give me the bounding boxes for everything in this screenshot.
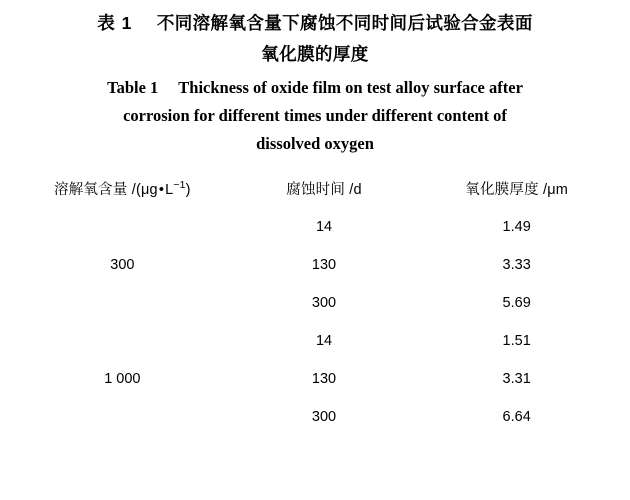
document-page — [0, 8, 630, 500]
table-body — [14, 208, 616, 436]
caption-chinese-line-1 — [14, 8, 616, 39]
caption-english-line-2: corrosion for different times under different content of — [123, 106, 507, 125]
column-header-oxygen-close: ) — [185, 181, 191, 198]
cell-film-thickness: 5.69 — [502, 295, 531, 311]
cell-film-thickness: 6.64 — [502, 409, 531, 425]
caption-english-text-1: Thickness of oxide film on test alloy surface after — [178, 78, 523, 97]
cell-corrosion-time: 130 — [311, 257, 337, 273]
cell-corrosion-time: 300 — [311, 295, 337, 311]
column-header-oxygen-main: 溶解氧含量 /(μg — [54, 181, 158, 198]
caption-chinese-text-1: 不同溶解氧含量下腐蚀不同时间后试验合金表面 — [156, 13, 533, 33]
cell-corrosion-time: 300 — [311, 409, 337, 425]
caption-chinese-label: 表 1 — [97, 13, 133, 33]
table-header — [14, 168, 616, 208]
column-header-oxygen-content: 溶解氧含量 $/(\mu g•L^{-1})$ — [54, 179, 191, 198]
cell-corrosion-time: 14 — [315, 333, 333, 349]
cell-oxygen-content: 300 — [110, 257, 135, 273]
cell-oxygen-content: 1 000 — [104, 371, 141, 387]
column-header-corrosion-time: 腐蚀时间 /d — [286, 181, 362, 198]
cell-corrosion-time: 14 — [315, 219, 333, 235]
caption-english-line-1 — [32, 74, 598, 102]
caption-english-line-3: dissolved oxygen — [256, 134, 374, 153]
caption-english-label: Table 1 — [107, 78, 159, 97]
cell-corrosion-time: 130 — [311, 371, 337, 387]
column-header-film-thickness: 氧化膜厚度 /μm — [465, 181, 569, 198]
caption-chinese-line-2: 氧化膜的厚度 — [261, 44, 369, 64]
cell-film-thickness: 3.33 — [502, 257, 531, 273]
table-row — [14, 208, 616, 246]
table-caption-chinese — [14, 8, 616, 70]
column-header-oxygen-unit: L — [165, 181, 174, 198]
cell-film-thickness: 1.51 — [502, 333, 531, 349]
cell-film-thickness: 1.49 — [502, 219, 531, 235]
oxide-film-thickness-table — [14, 168, 616, 436]
table-caption-english — [14, 74, 616, 158]
column-header-oxygen-exponent: −1 — [173, 179, 186, 191]
cell-film-thickness: 3.31 — [502, 371, 531, 387]
table-row — [14, 322, 616, 360]
